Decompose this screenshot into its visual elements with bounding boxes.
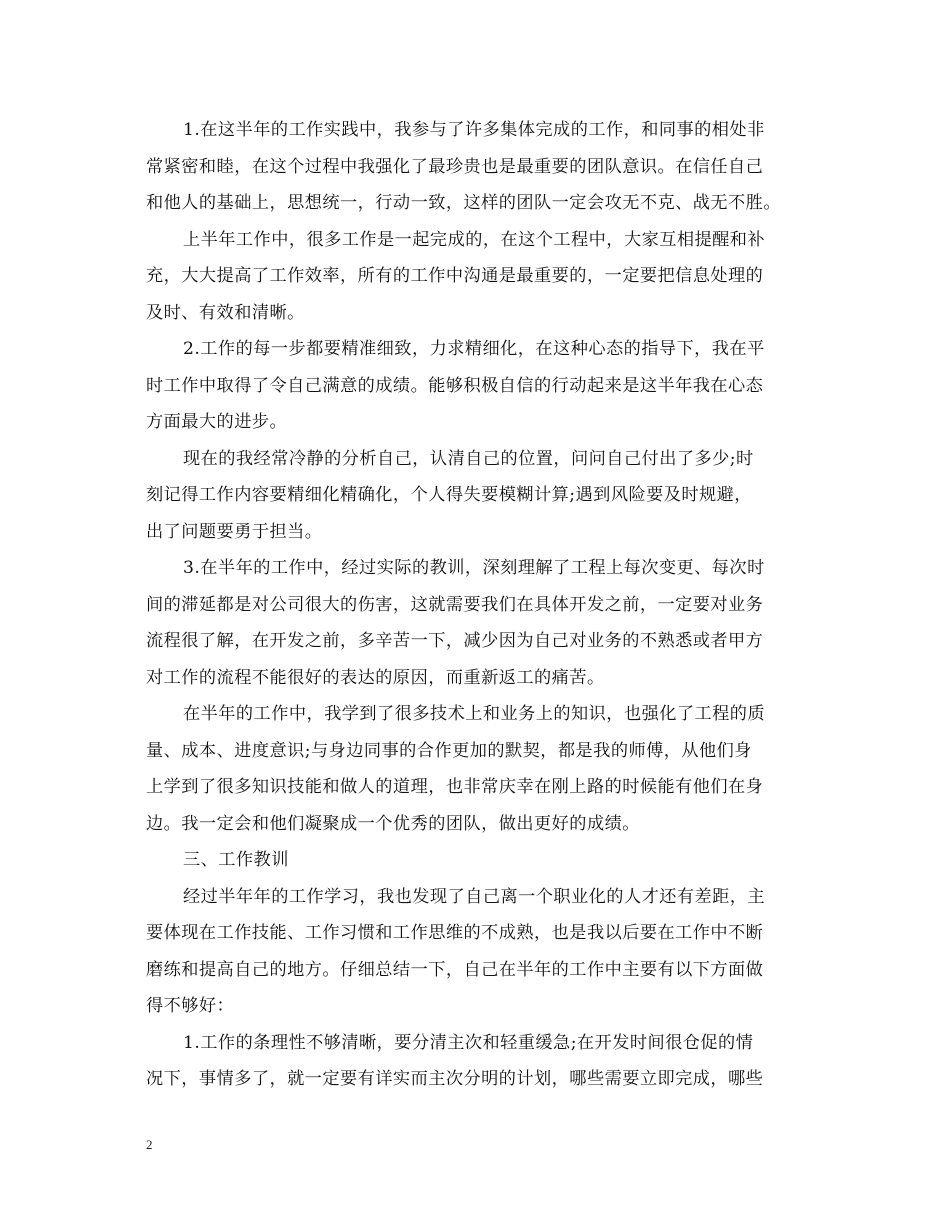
text-line: 三、工作教训	[183, 850, 289, 870]
text-line: 及时、有效和清晰。	[146, 302, 305, 323]
text-line: 方面最大的进步。	[146, 412, 288, 432]
text-line: 出了问题要勇于担当。	[146, 521, 323, 542]
text-line: 时工作中取得了令自己满意的成绩。能够积极自信的行动起来是这半年我在心态	[146, 375, 764, 396]
text-line: 1.工作的条理性不够清晰，要分清主次和轻重缓急;在开发时间很仓促的情	[183, 1032, 754, 1053]
page-number: 2	[146, 1137, 153, 1152]
text-line: 1.在这半年的工作实践中，我参与了许多集体完成的工作，和同事的相处非	[183, 120, 765, 140]
text-line: 现在的我经常冷静的分析自己，认清自己的位置，问问自己付出了多少;时	[183, 448, 754, 469]
text-line: 磨练和提高自己的地方。仔细总结一下，自己在半年的工作中主要有以下方面做	[146, 959, 764, 980]
text-line: 和他人的基础上，思想统一，行动一致，这样的团队一定会攻无不克、战无不胜。	[146, 193, 781, 213]
text-line: 充，大大提高了工作效率，所有的工作中沟通是最重要的，一定要把信息处理的	[146, 266, 764, 286]
text-line: 2.工作的每一步都要精准细致，力求精细化，在这种心态的指导下，我在平	[183, 339, 765, 359]
text-line: 得不够好：	[146, 996, 235, 1016]
text-line: 量、成本、进度意识;与身边同事的合作更加的默契，都是我的师傅，从他们身	[146, 740, 752, 761]
text-line: 经过半年年的工作学习，我也发现了自己离一个职业化的人才还有差距，主	[183, 886, 766, 907]
text-line: 在半年的工作中，我学到了很多技术上和业务上的知识，也强化了工程的质	[183, 704, 766, 724]
text-line: 要体现在工作技能、工作习惯和工作思维的不成熟，也是我以后要在工作中不断	[146, 923, 764, 943]
text-line: 3.在半年的工作中，经过实际的教训，深刻理解了工程上每次变更、每次时	[183, 558, 765, 578]
text-line: 边。我一定会和他们凝聚成一个优秀的团队，做出更好的成绩。	[146, 813, 640, 834]
text-line: 对工作的流程不能很好的表达的原因，而重新返工的痛苦。	[146, 667, 605, 688]
text-line: 刻记得工作内容要精细化精确化，个人得失要模糊计算;遇到风险要及时规避，	[146, 485, 752, 505]
text-line: 常紧密和睦，在这个过程中我强化了最珍贵也是最重要的团队意识。在信任自己	[146, 156, 764, 177]
document-body	[146, 112, 812, 1098]
text-line: 上半年工作中，很多工作是一起完成的，在这个工程中，大家互相提醒和补	[183, 229, 766, 250]
text-line: 上学到了很多知识技能和做人的道理，也非常庆幸在刚上路的时候能有他们在身	[146, 777, 764, 797]
text-line: 流程很了解，在开发之前，多辛苦一下，减少因为自己对业务的不熟悉或者甲方	[146, 631, 764, 651]
text-line: 况下，事情多了，就一定要有详实而主次分明的计划，哪些需要立即完成，哪些	[146, 1069, 764, 1089]
text-line: 间的滞延都是对公司很大的伤害，这就需要我们在具体开发之前，一定要对业务	[146, 594, 764, 615]
